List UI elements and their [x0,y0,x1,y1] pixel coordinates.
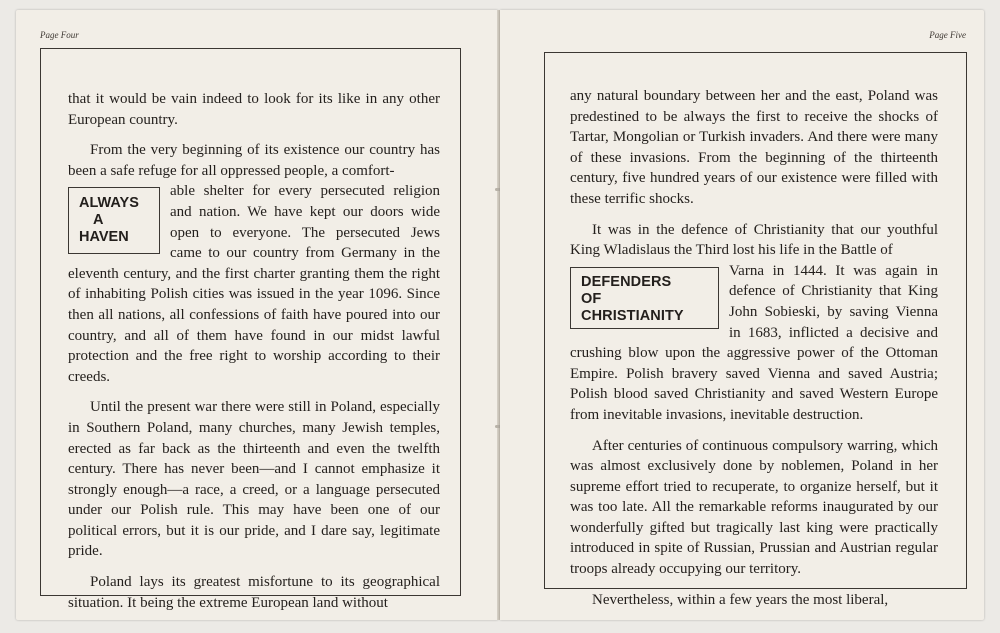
paragraph: that it would be vain indeed to look for its like in any other European country. [68,91,440,128]
sidebar-heading-always-a-haven [68,187,160,254]
sidebar-heading-line: CHRISTIANITY [581,307,684,324]
sidebar-heading-line: DEFENDERS [581,273,672,290]
paragraph-start: From the very beginning of its existence our country has been a safe refuge for all oppressed people, a comfort- [68,142,440,179]
paragraph [68,140,440,181]
paragraph-continuation: Varna in 1444. It was again in defence of Christianity that King John Sobieski, by saving Vienna in 1683, inflicted a decisive and crushing blow upon the aggressive power of the Ottoman Empire. Polish bravery saved Vienna and saved Austria; Polish blood saved Christianity and saved Western Europe from inevitable invasions, inevitable destruction. [570,262,938,423]
paragraph: Until the present war there were still in Poland, especially in Southern Poland, many churches, many Jewish temples, erected as far back as the thirteenth and even the twelfth century. There has never been—and I cannot emphasize it strongly enough—a race, a creed, or a language persecuted under our Polish rule. This may have been one of our political errors, but it is our pride, and I dare say, legitimate pride. [68,399,440,560]
sidebar-heading-line: ALWAYS [79,195,139,212]
page-number-label: Page Four [40,30,79,40]
paragraph: any natural boundary between her and the east, Poland was predestined to be always the first to receive the shocks of Tartar, Mongolian or Turkish invaders. And there were many of these invasions. From the beginning of the thirteenth century, five hundred years of our existence were filled with these terrific shocks. [570,88,938,207]
sidebar-heading-line: HAVEN [79,229,129,246]
paragraph: Nevertheless, within a few years the most liberal, [592,591,889,608]
right-page-text [570,86,938,610]
paragraph [570,220,938,261]
sidebar-heading-line: OF [581,290,602,307]
sidebar-heading-defenders-of-christianity [570,267,719,329]
page-number-label: Page Five [929,30,966,40]
right-page [500,10,984,620]
left-page-text [68,89,440,613]
sidebar-heading-line: A [93,212,104,229]
paragraph-start: It was in the defence of Christianity that our youthful King Wladislaus the Third lost his life in the Battle of [570,221,938,259]
paragraph: After centuries of continuous compulsory warring, which was almost exclusively done by noblemen, Poland in her supreme effort tried to recuperate, to organize herself, but it was too late. All the remarkable reforms inaugurated by our wonderfully gifted but tragically last king were practically introduced in spite of Russian, Prussian and Austrian regular troops already occupying our territory. [570,437,938,578]
paragraph-continuation: able shelter for every persecuted religion and nation. We have kept our doors wide open to everyone. The persecuted Jews came to our country from Germany in the eleventh century, and the first charter granting them the right of inhabiting Polish cities was issued in the year 1096. Since then all nations, all confessions of faith have poured into our country, and all of them have found in our midst lawful protection and the free right to worship according to their creeds. [68,183,440,385]
paragraph: Poland lays its greatest misfortune to its geographical situation. It being the extreme European land without [68,574,440,611]
left-page [16,10,498,620]
